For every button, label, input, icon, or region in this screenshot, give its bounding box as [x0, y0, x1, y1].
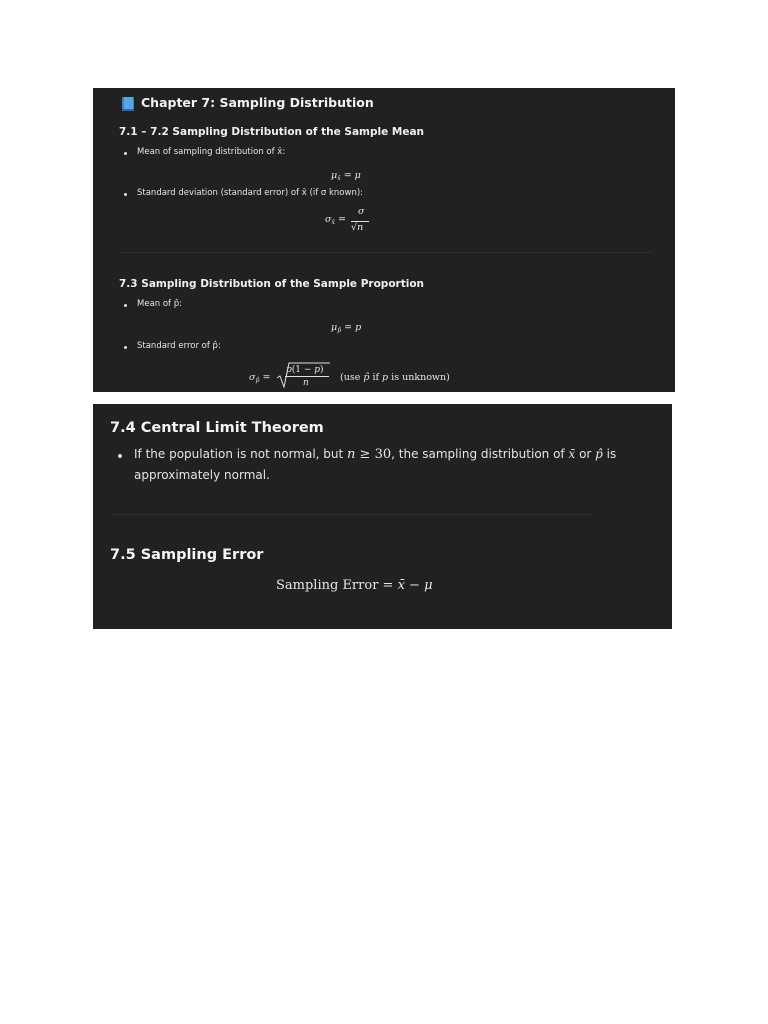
- bullet-dot: [118, 454, 122, 458]
- sqrt-numerator: p(1 − p): [286, 365, 324, 375]
- bullet-se-phat: Standard error of p̂:: [137, 341, 221, 351]
- chapter-title: Chapter 7: Sampling Distribution: [141, 95, 374, 110]
- formula-se-phat: $\sigma_{p̂}$ =: [249, 372, 271, 384]
- section-heading-7-3: 7.3 Sampling Distribution of the Sample Proportion: [119, 278, 425, 290]
- formula-sampling-error: Sampling Error = x̄ − μ: [276, 578, 433, 593]
- bullet-dot: [124, 193, 127, 196]
- section-heading-7-4: 7.4 Central Limit Theorem: [110, 420, 324, 436]
- fraction-bar: [285, 376, 329, 377]
- fraction-denominator: √n: [351, 222, 364, 233]
- bullet-dot: [124, 346, 127, 349]
- formula-mean-xbar: $\mu_{x̄} = \mu$: [331, 170, 361, 182]
- section-heading-7-5: 7.5 Sampling Error: [110, 547, 264, 563]
- bullet-mean-phat: Mean of p̂:: [137, 299, 183, 309]
- top-panel: [93, 88, 675, 392]
- section-divider: [121, 252, 651, 253]
- clt-line-2: approximately normal.: [134, 468, 270, 482]
- clt-line-1: If the population is not normal, but n ≥ 30, the sampling distribution of x̄ or p̂ is: [134, 447, 617, 462]
- fraction-numerator: σ: [358, 206, 365, 217]
- formula-sd-xbar: $\sigma_{x̄}$ =: [325, 214, 346, 226]
- bullet-dot: [124, 152, 127, 155]
- formula-se-note: (use p̂ if p is unknown): [340, 372, 450, 383]
- bullet-dot: [124, 304, 127, 307]
- section-heading-7-1: 7.1 – 7.2 Sampling Distribution of the Sample Mean: [119, 126, 425, 138]
- bottom-panel: [93, 404, 672, 629]
- sqrt-denominator: n: [303, 378, 309, 388]
- section-divider: [111, 514, 593, 515]
- bullet-mean-xbar: Mean of sampling distribution of x̄:: [137, 147, 286, 157]
- formula-mean-phat: $\mu_{p̂} = p$: [331, 322, 362, 334]
- book-icon: [122, 97, 134, 111]
- bullet-sd-xbar: Standard deviation (standard error) of x̄ (if σ known):: [137, 188, 364, 198]
